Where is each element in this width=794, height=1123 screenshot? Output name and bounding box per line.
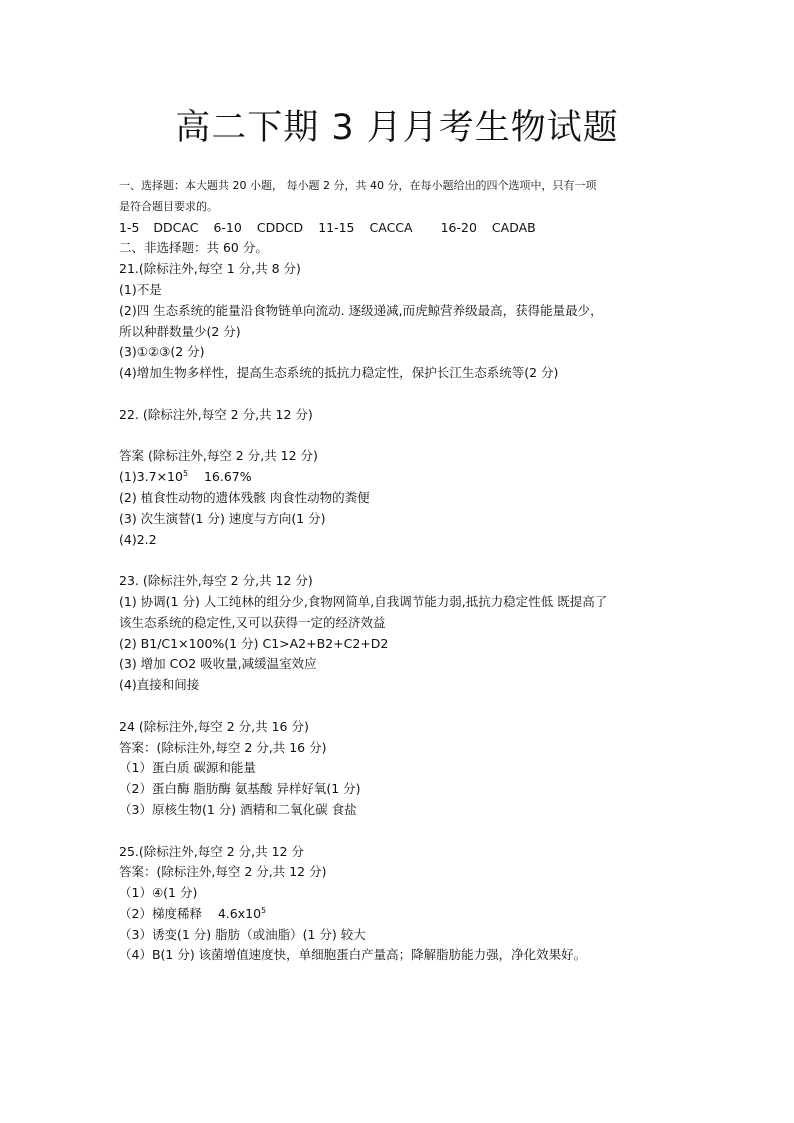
q23-answer-1-line2: 该生态系统的稳定性,又可以获得一定的经济效益 xyxy=(119,614,386,630)
answer-range: 16-20 xyxy=(440,219,477,235)
q25-answer-3: （3）诱变(1 分) 脂肪（或油脂）(1 分) 较大 xyxy=(119,926,366,942)
section1-instruction-line2: 是符合题目要求的。 xyxy=(119,199,218,213)
answer-range: 11-15 xyxy=(318,219,355,235)
q25-answer-2: （2）梯度稀释 $4.6x10^5$ xyxy=(119,905,267,921)
q23-answer-3: (3) 增加 CO2 吸收量,减缓温室效应 xyxy=(119,656,317,672)
q23-header: 23. (除标注外,每空 2 分,共 12 分) xyxy=(119,573,313,589)
q25-header: 25.(除标注外,每空 2 分,共 12 分 xyxy=(119,843,304,859)
answer-letters: CDDCD xyxy=(256,219,304,235)
q22-header: 22. (除标注外,每空 2 分,共 12 分) xyxy=(119,406,313,422)
answer-range: 1-5 xyxy=(119,219,140,235)
q21-answer-2-line1: (2)四 生态系统的能量沿食物链单向流动. 逐级递减,而虎鲸营养级最高，获得能量最少， xyxy=(119,302,603,318)
q25-answer-4: （4）B(1 分) 该菌增值速度快，单细胞蛋白产量高；降解脂肪能力强，净化效果好。 xyxy=(119,947,587,963)
q23-answer-1-line1: (1) 协调(1 分) 人工纯林的组分少,食物网简单,自我调节能力弱,抵抗力稳定性低 既提高了 xyxy=(119,593,608,609)
answer-letters: CADAB xyxy=(491,219,536,235)
document-body xyxy=(119,176,679,966)
q25-answer-1: （1）④(1 分) xyxy=(119,885,198,901)
q21-answer-2-line2: 所以种群数量少(2 分) xyxy=(119,323,241,339)
section1-instruction-line1: 一、选择题：本大题共 20 小题， 每小题 2 分，共 40 分，在每小题给出的四个选项中，只有一项 xyxy=(119,179,597,192)
q25-answer-header: 答案：(除标注外,每空 2 分,共 12 分) xyxy=(119,864,327,880)
section2-heading: 二、非选择题：共 60 分。 xyxy=(119,240,268,256)
q22-answer-2: (2) 植食性动物的遗体残骸 肉食性动物的粪便 xyxy=(119,489,370,505)
q21-header: 21.(除标注外,每空 1 分,共 8 分) xyxy=(119,261,301,277)
q24-answer-3: （3）原核生物(1 分) 酒精和二氧化碳 食盐 xyxy=(119,801,357,817)
q22-answer-1: $(1)3.7\times 10^5$ 16.67% xyxy=(119,469,252,485)
q24-answer-2: （2）蛋白酶 脂肪酶 氨基酸 异样好氧(1 分) xyxy=(119,781,361,797)
answer-letters: CACCA xyxy=(369,219,413,235)
q21-answer-1: (1)不是 xyxy=(119,281,162,297)
answer-letters: DDCAC xyxy=(153,219,199,235)
q22-answer-4: (4)2.2 xyxy=(119,531,157,547)
q21-answer-3: (3)①②③(2 分) xyxy=(119,344,205,360)
q22-answer-3: (3) 次生演替(1 分) 速度与方向(1 分) xyxy=(119,510,326,526)
q22-answer-header: 答案 (除标注外,每空 2 分,共 12 分) xyxy=(119,448,318,464)
q23-answer-4: (4)直接和间接 xyxy=(119,677,200,693)
mc-answer-key xyxy=(119,218,679,239)
q23-answer-2: (2) B1/C1×100%(1 分) C1>A2+B2+C2+D2 xyxy=(119,635,389,651)
q24-answer-1: （1）蛋白质 碳源和能量 xyxy=(119,760,256,776)
q24-header: 24 (除标注外,每空 2 分,共 16 分) xyxy=(119,718,309,734)
q21-answer-4: (4)增加生物多样性，提高生态系统的抵抗力稳定性，保护长江生态系统等(2 分) xyxy=(119,365,559,381)
answer-range: 6-10 xyxy=(213,219,242,235)
page-title: 高二下期 3 月月考生物试题 xyxy=(175,108,619,148)
q24-answer-header: 答案：(除标注外,每空 2 分,共 16 分) xyxy=(119,739,327,755)
